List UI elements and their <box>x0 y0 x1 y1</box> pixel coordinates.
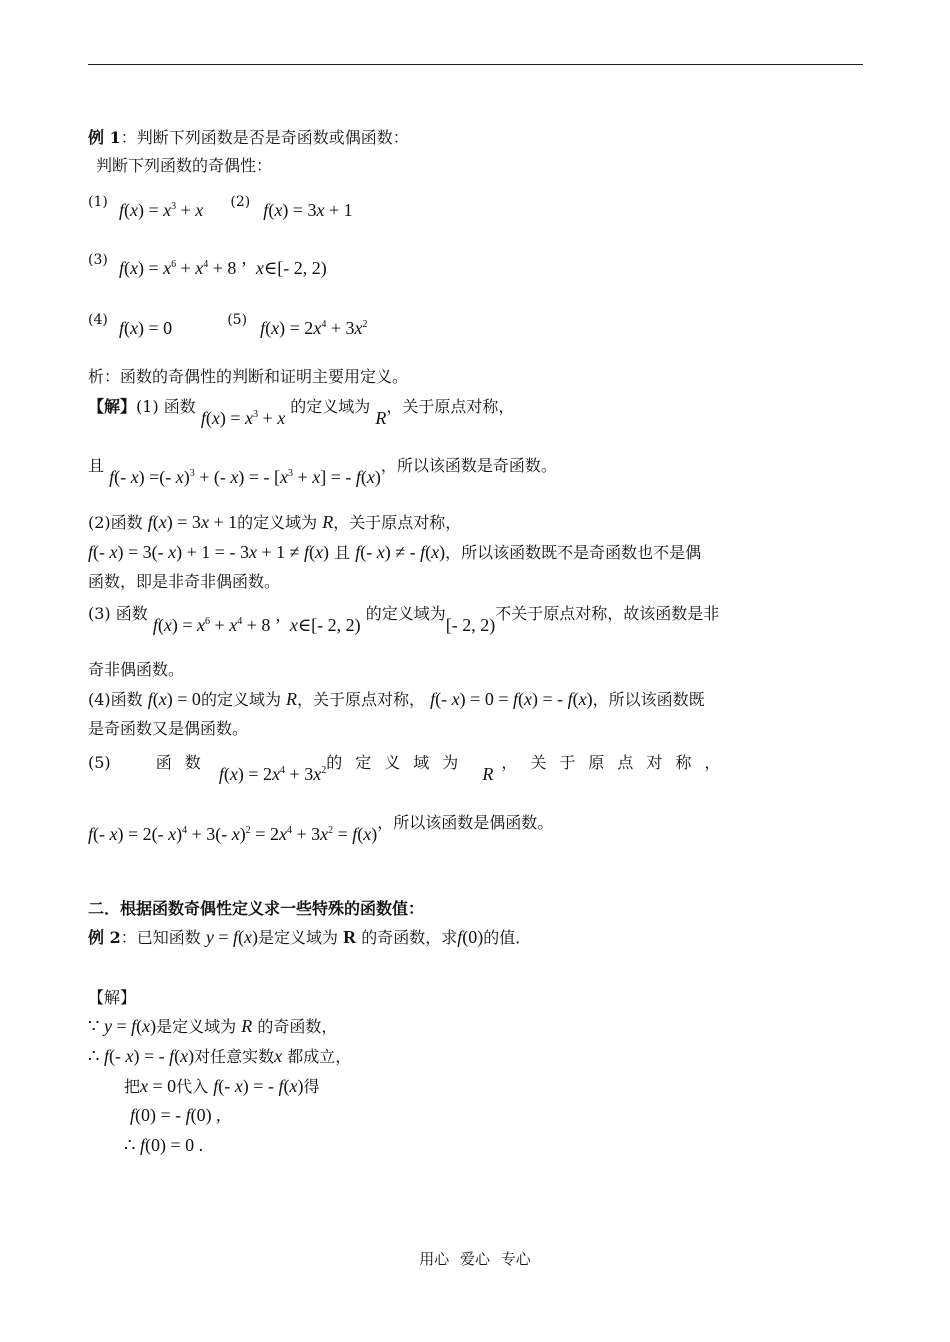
solution-5: (5) 函数 $f(x) = 2x^4 + 3x^2$的定义域为 R，关于原点对称， <box>88 753 734 784</box>
solution-1: 【解】(1) 函数 $f(x) = x^3 + x$ 的定义域为 R，关于原点对称， <box>88 397 515 428</box>
solution-2c: 函数，即是非奇非偶函数。 <box>88 572 281 591</box>
example2-line-4: f(0) = - f(0) , <box>130 1105 221 1125</box>
example2-solution-label: 【解】 <box>88 988 137 1007</box>
item-3-formula: $f(x) = x^6 + x^4 + 8$ ’ x∈[- 2, 2) <box>118 258 327 278</box>
solution-5b: f(- x) = 2(- x)$^4$ + 3(- $x)^2 = 2x^4 + 3x^2 = f(x)$，所以该函数是偶函数。 <box>88 813 554 844</box>
item-3: (3) $f(x) = x^6 + x^4 + 8$ ’ x∈[- 2, 2) <box>88 252 327 278</box>
example2-line-3: 把x = 0代入 f(- x) = - f(x)得 <box>124 1076 320 1096</box>
page-footer: 用心 爱心 专心 <box>419 1250 531 1268</box>
solution-3: (3) 函数 $f(x) = x^6 + x^4 + 8$ ’ x∈[- 2, 2) 的定义域为[- 2, 2)不关于原点对称，故该函数是非 <box>88 604 720 635</box>
solution-1b: 且 f(- x) =(- x)$^3$ + (- x) = - $[x^3 + x]$ = - f(x)，所以该函数是奇函数。 <box>88 456 557 487</box>
example2-line-1: ∵ y = f(x)是定义域为 R 的奇函数， <box>88 1016 338 1036</box>
solution-2: (2)函数 f(x) = 3x + 1的定义域为 R，关于原点对称， <box>88 512 462 532</box>
item-1: (1) $f(x) = x^3 + x$ (2) f(x) = 3x + 1 <box>88 194 353 220</box>
example2-title: 例 2：已知函数 y = f(x)是定义域为 R 的奇函数，求f(0)的值． <box>88 927 532 947</box>
analysis: 析：函数的奇偶性的判断和证明主要用定义。 <box>88 367 409 386</box>
solution-2b: f(- x) = 3(- x) + 1 = - 3x + 1 ≠ f(x) 且 f(- x) ≠ - f(x)，所以该函数既不是奇函数也不是偶 <box>88 542 702 562</box>
item-4: (4) f(x) = 0 (5) $f(x) = 2x^4 + 3x^2$ <box>88 312 368 338</box>
example1-label: 例 1 <box>88 128 121 147</box>
header-rule <box>88 64 863 65</box>
solution-4b: 是奇函数又是偶函数。 <box>88 719 249 738</box>
item-2-formula: f(x) = 3x + 1 <box>263 200 353 220</box>
example1-title: 例 1：判断下列函数是否是奇函数或偶函数： <box>88 128 409 147</box>
solution-4: (4)函数 f(x) = 0的定义域为 R，关于原点对称， f(- x) = 0 = f(x) = - f(x)，所以该函数既 <box>88 689 705 709</box>
example2-line-5: ∴ f(0) = 0 . <box>124 1135 204 1155</box>
example2-line-2: ∴ f(- x) = - f(x)对任意实数x 都成立， <box>88 1046 352 1066</box>
section2-heading: 二．根据函数奇偶性定义求一些特殊的函数值： <box>88 899 425 918</box>
item-5-formula: $f(x) = 2x^4 + 3x^2$ <box>260 318 368 338</box>
item-1-formula: $f(x) = x^3 + x$ <box>118 200 204 220</box>
item-4-formula: f(x) = 0 <box>118 318 173 338</box>
solution-3b: 奇非偶函数。 <box>88 660 185 679</box>
example1-subtitle: 判断下列函数的奇偶性： <box>96 156 273 175</box>
